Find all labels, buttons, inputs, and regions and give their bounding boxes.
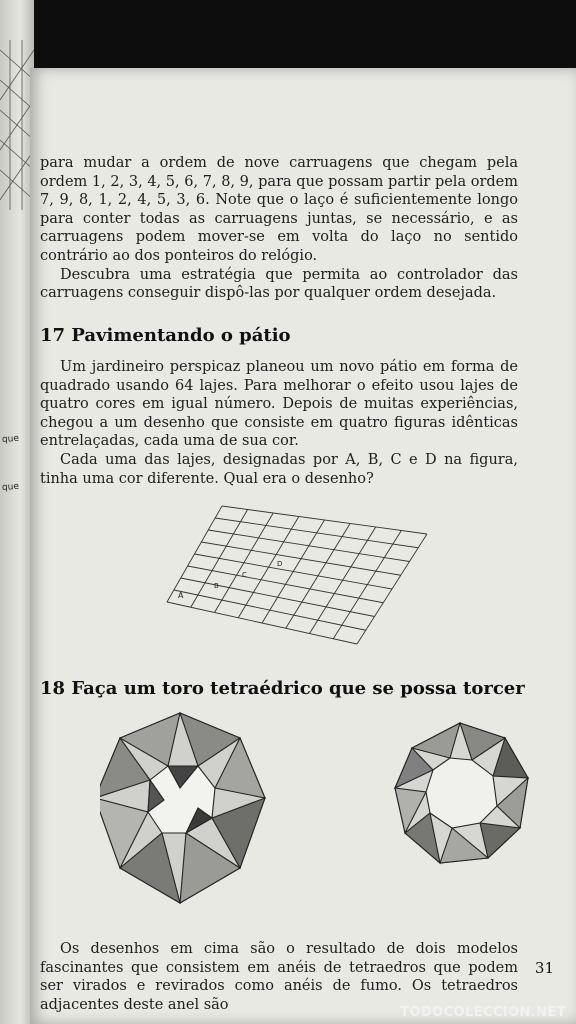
adjacent-page-text: que: [1, 433, 20, 445]
intro-text: [40, 154, 518, 303]
section-17-title: Pavimentando o pátio: [71, 325, 291, 346]
section-18-paragraph: Os desenhos em cima são o resultado de dois modelos fascinantes que consistem em anéis de tetraedros que podem ser virados e revirados como anéis de fumo. Os tetraedros adjacentes deste anel são: [40, 941, 518, 1013]
section-18-number: 18: [40, 678, 66, 699]
patio-grid-lines: [167, 506, 427, 644]
grid-line: [222, 506, 427, 534]
section-17-number: 17: [40, 325, 66, 346]
section-18-heading: [40, 678, 525, 699]
section-18-title: Faça um toro tetraédrico que se possa torcer: [71, 678, 525, 699]
book-page: [30, 68, 576, 1024]
intro-paragraph: para mudar a ordem de nove carruagens que chegam pela ordem 1, 2, 3, 4, 5, 6, 7, 8, 9, para que possam partir pela ordem 7, 9, 8, 1, 2, 4, 5, 3, 6. Note que o laço é suficientemente longo para conter todas as carruagens juntas, se necessário, e as carruagens podem mover-se em volta do laço no sentido contrário ao dos ponteiros do relógio.: [40, 155, 518, 264]
grid-line: [357, 534, 427, 644]
grid-line: [310, 527, 376, 634]
tile-label-a: A: [178, 591, 184, 600]
large-torus-drawing: [100, 713, 265, 903]
grid-line: [195, 554, 393, 589]
patio-grid-figure: [162, 504, 432, 660]
section-17-paragraph-1: Um jardineiro perspicaz planeou um novo pátio em forma de quadrado usando 64 lajes. Para melhorar o efeito usou lajes de quatro cores em igual número. Depois de muitas experiências, chegou a um desenho que consiste em quatro figuras idênticas entrelaçadas, cada uma de sua cor.: [40, 359, 518, 450]
tile-label-b: B: [214, 582, 219, 590]
grid-line: [208, 530, 409, 562]
section-17-text: [40, 358, 518, 488]
grid-line: [215, 518, 418, 548]
strategy-paragraph: Descubra uma estratégia que permita ao controlador das carruagens conseguir dispô-las por qualquer ordem desejada.: [40, 266, 518, 302]
adjacent-page-figure: [0, 40, 34, 210]
tile-label-d: D: [277, 560, 283, 568]
tile-label-c: C: [242, 571, 247, 579]
small-torus-drawing: [395, 723, 528, 863]
tetrahedral-torus-figure: [100, 708, 540, 918]
adjacent-page-text: que: [1, 481, 20, 493]
grid-line: [286, 524, 350, 629]
section-17-heading: [40, 325, 291, 346]
section-18-text: [40, 940, 518, 1014]
grid-line: [201, 542, 400, 575]
section-17-paragraph-2: Cada uma das lajes, designadas por A, B, C e D na figura, tinha uma cor diferente. Qual era o desenho?: [40, 451, 518, 487]
watermark: TODOCOLECCION.NET: [400, 1005, 566, 1020]
grid-line: [333, 531, 401, 639]
adjacent-page-edge: [0, 0, 34, 1024]
page-number: 31: [534, 959, 554, 977]
